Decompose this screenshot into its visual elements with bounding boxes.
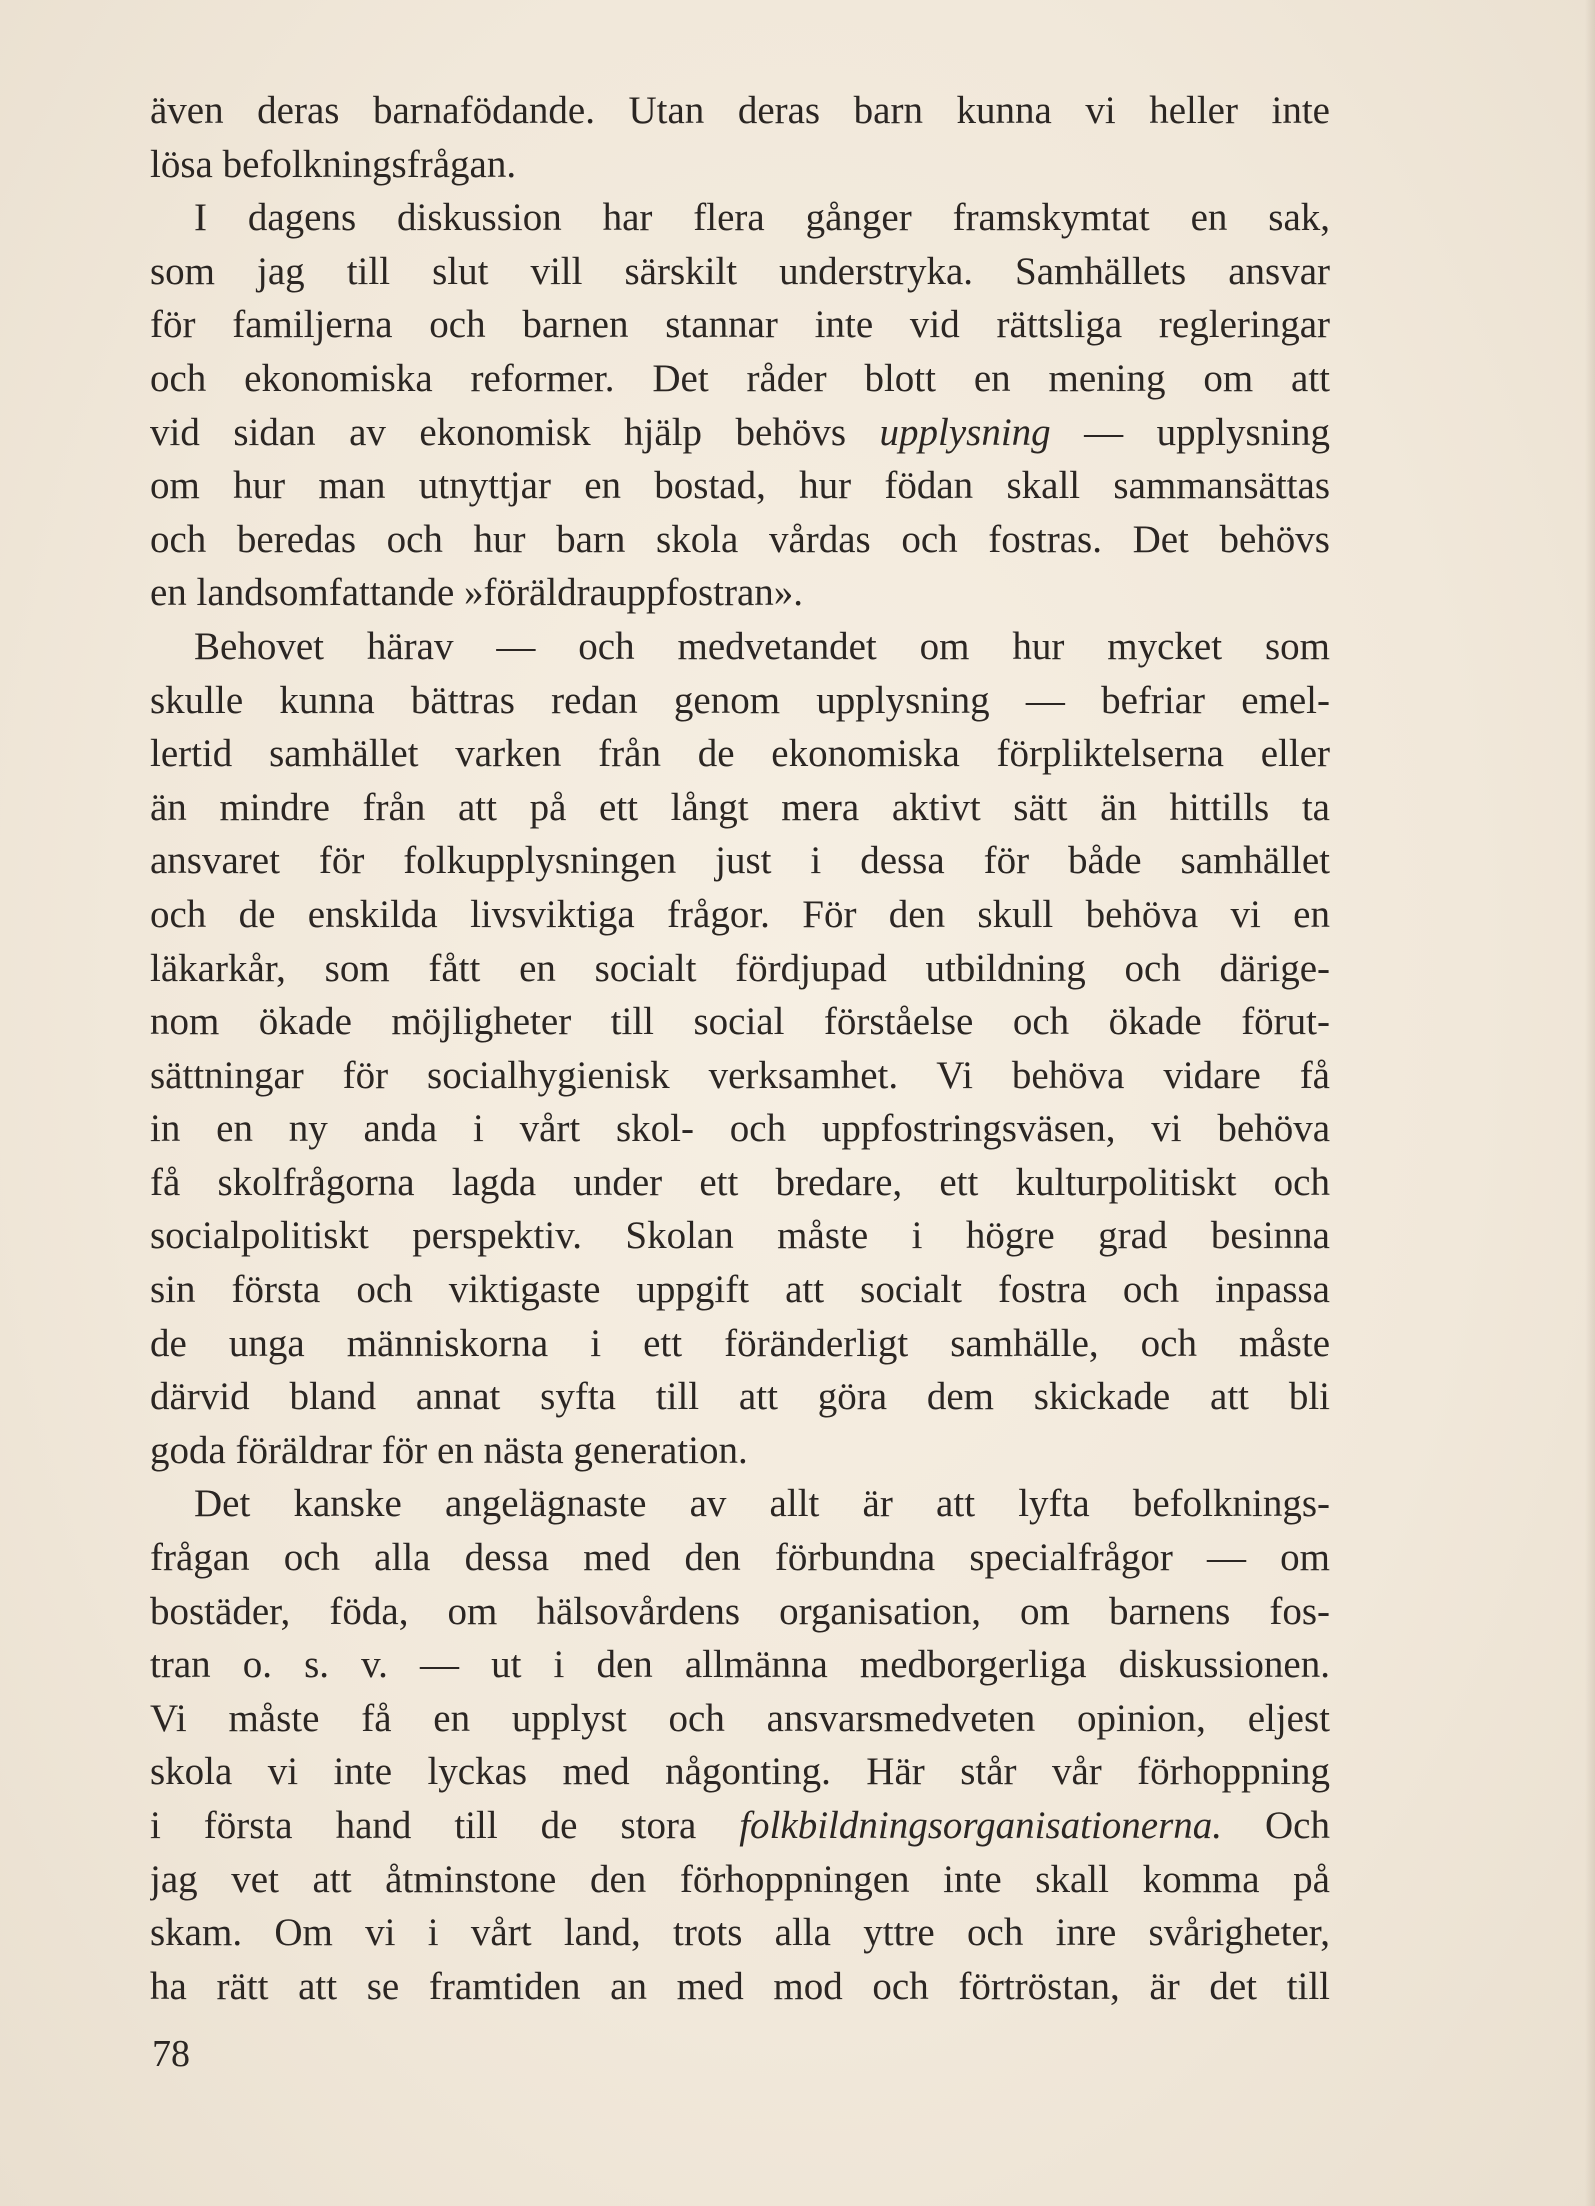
text-line xyxy=(150,1424,1330,1478)
text-segment: sättningar för socialhygienisk verksamhet. Vi behöva vidare få xyxy=(150,1053,1330,1097)
text-segment: in en ny anda i vårt skol- och uppfostringsväsen, vi behöva xyxy=(150,1107,1330,1151)
text-segment: ansvaret för folkupplysningen just i dessa för både samhället xyxy=(150,839,1330,883)
text-segment: — upplysning xyxy=(1050,410,1330,454)
text-line xyxy=(150,888,1330,942)
text-segment: nom ökade möjligheter till social förståelse och ökade förut- xyxy=(150,1000,1330,1044)
italic-text: upplysning xyxy=(879,410,1051,454)
text-line xyxy=(150,566,1330,620)
text-segment: om hur man utnyttjar en bostad, hur födan skall sammansättas xyxy=(150,464,1330,508)
italic-text: folkbildningsorganisationerna. xyxy=(739,1804,1223,1847)
text-segment: även deras barnafödande. Utan deras barn kunna vi heller inte xyxy=(150,89,1330,132)
text-line xyxy=(150,352,1330,406)
text-segment: frågan och alla dessa med den förbundna specialfrågor — om xyxy=(150,1536,1330,1580)
text-line xyxy=(150,298,1330,352)
text-line xyxy=(150,995,1330,1049)
text-segment: I dagens diskussion har flera gånger framskymtat en sak, xyxy=(194,196,1330,240)
text-segment: och beredas och hur barn skola vårdas och fostras. Det behövs xyxy=(150,517,1330,561)
text-segment: skulle kunna bättras redan genom upplysning — befriar emel- xyxy=(150,678,1330,722)
text-segment: socialpolitiskt perspektiv. Skolan måste i högre grad besinna xyxy=(150,1214,1330,1258)
text-segment: en landsomfattande »föräldrauppfostran». xyxy=(150,571,804,615)
text-segment: i första hand till de stora xyxy=(150,1804,740,1847)
text-segment: Vi måste få en upplyst och ansvarsmedveten opinion, eljest xyxy=(150,1696,1330,1740)
text-segment: Det kanske angelägnaste av allt är att lyfta befolknings- xyxy=(194,1482,1330,1526)
text-segment: lertid samhället varken från de ekonomiska förpliktelserna eller xyxy=(150,732,1330,776)
text-segment: skam. Om vi i vårt land, trots alla yttre och inre svårigheter, xyxy=(150,1911,1330,1955)
paragraph xyxy=(150,191,1330,620)
text-line xyxy=(150,1049,1330,1103)
text-segment: Och xyxy=(1222,1804,1330,1847)
text-segment: vid sidan av ekonomisk hjälp behövs xyxy=(150,410,880,454)
text-line xyxy=(150,1585,1330,1639)
text-segment: bostäder, föda, om hälsovårdens organisation, om barnens fos- xyxy=(150,1589,1330,1633)
text-line xyxy=(150,1102,1330,1156)
paragraph xyxy=(150,620,1330,1478)
text-segment: skola vi inte lyckas med någonting. Här står vår förhoppning xyxy=(150,1750,1330,1794)
text-line xyxy=(150,459,1330,513)
text-line xyxy=(150,245,1330,299)
text-line xyxy=(150,1799,1330,1853)
text-segment: sin första och viktigaste uppgift att socialt fostra och inpassa xyxy=(150,1268,1330,1312)
text-line xyxy=(150,1370,1330,1424)
text-line xyxy=(150,1906,1330,1960)
text-segment: få skolfrågorna lagda under ett bredare, ett kulturpolitiskt och xyxy=(150,1160,1330,1204)
text-segment: för familjerna och barnen stannar inte vid rättsliga regleringar xyxy=(150,303,1330,347)
text-segment: ha rätt att se framtiden an med mod och förtröstan, är det till xyxy=(150,1964,1330,2008)
text-line xyxy=(150,727,1330,781)
text-segment: tran o. s. v. — ut i den allmänna medborgerliga diskussionen. xyxy=(150,1643,1330,1687)
text-segment: än mindre från att på ett långt mera aktivt sätt än hittills ta xyxy=(150,785,1330,829)
text-line xyxy=(150,1745,1330,1799)
text-line xyxy=(150,1317,1330,1371)
text-segment: Behovet härav — och medvetandet om hur mycket som xyxy=(194,624,1330,668)
text-segment: lösa befolkningsfrågan. xyxy=(150,142,517,186)
text-line xyxy=(150,513,1330,567)
text-line xyxy=(150,1638,1330,1692)
text-line xyxy=(150,1853,1330,1907)
text-line xyxy=(150,1960,1330,2014)
text-line xyxy=(150,674,1330,728)
text-line xyxy=(150,1156,1330,1210)
text-line xyxy=(150,191,1330,245)
text-line xyxy=(150,138,1330,192)
text-segment: som jag till slut vill särskilt understryka. Samhällets ansvar xyxy=(150,249,1330,293)
text-segment: därvid bland annat syfta till att göra dem skickade att bli xyxy=(150,1375,1330,1419)
text-line xyxy=(150,84,1330,138)
text-line xyxy=(150,1692,1330,1746)
text-line xyxy=(150,781,1330,835)
paragraph xyxy=(150,1477,1330,2013)
text-segment: läkarkår, som fått en socialt fördjupad utbildning och därige- xyxy=(150,946,1330,990)
text-segment: och de enskilda livsviktiga frågor. För den skull behöva vi en xyxy=(150,892,1330,936)
text-segment: de unga människorna i ett föränderligt samhälle, och måste xyxy=(150,1321,1330,1365)
page-edge xyxy=(1585,0,1595,2206)
text-line xyxy=(150,620,1330,674)
text-segment: och ekonomiska reformer. Det råder blott en mening om att xyxy=(150,356,1330,400)
text-line xyxy=(150,942,1330,996)
text-line xyxy=(150,406,1330,460)
text-line xyxy=(150,1477,1330,1531)
paragraph xyxy=(150,84,1330,191)
text-line xyxy=(150,1531,1330,1585)
text-line xyxy=(150,1263,1330,1317)
text-line xyxy=(150,834,1330,888)
text-segment: goda föräldrar för en nästa generation. xyxy=(150,1428,748,1472)
body-text xyxy=(150,84,1330,2013)
text-segment: jag vet att åtminstone den förhoppningen inte skall komma på xyxy=(150,1857,1330,1901)
page-number: 78 xyxy=(152,2033,190,2075)
text-line xyxy=(150,1209,1330,1263)
